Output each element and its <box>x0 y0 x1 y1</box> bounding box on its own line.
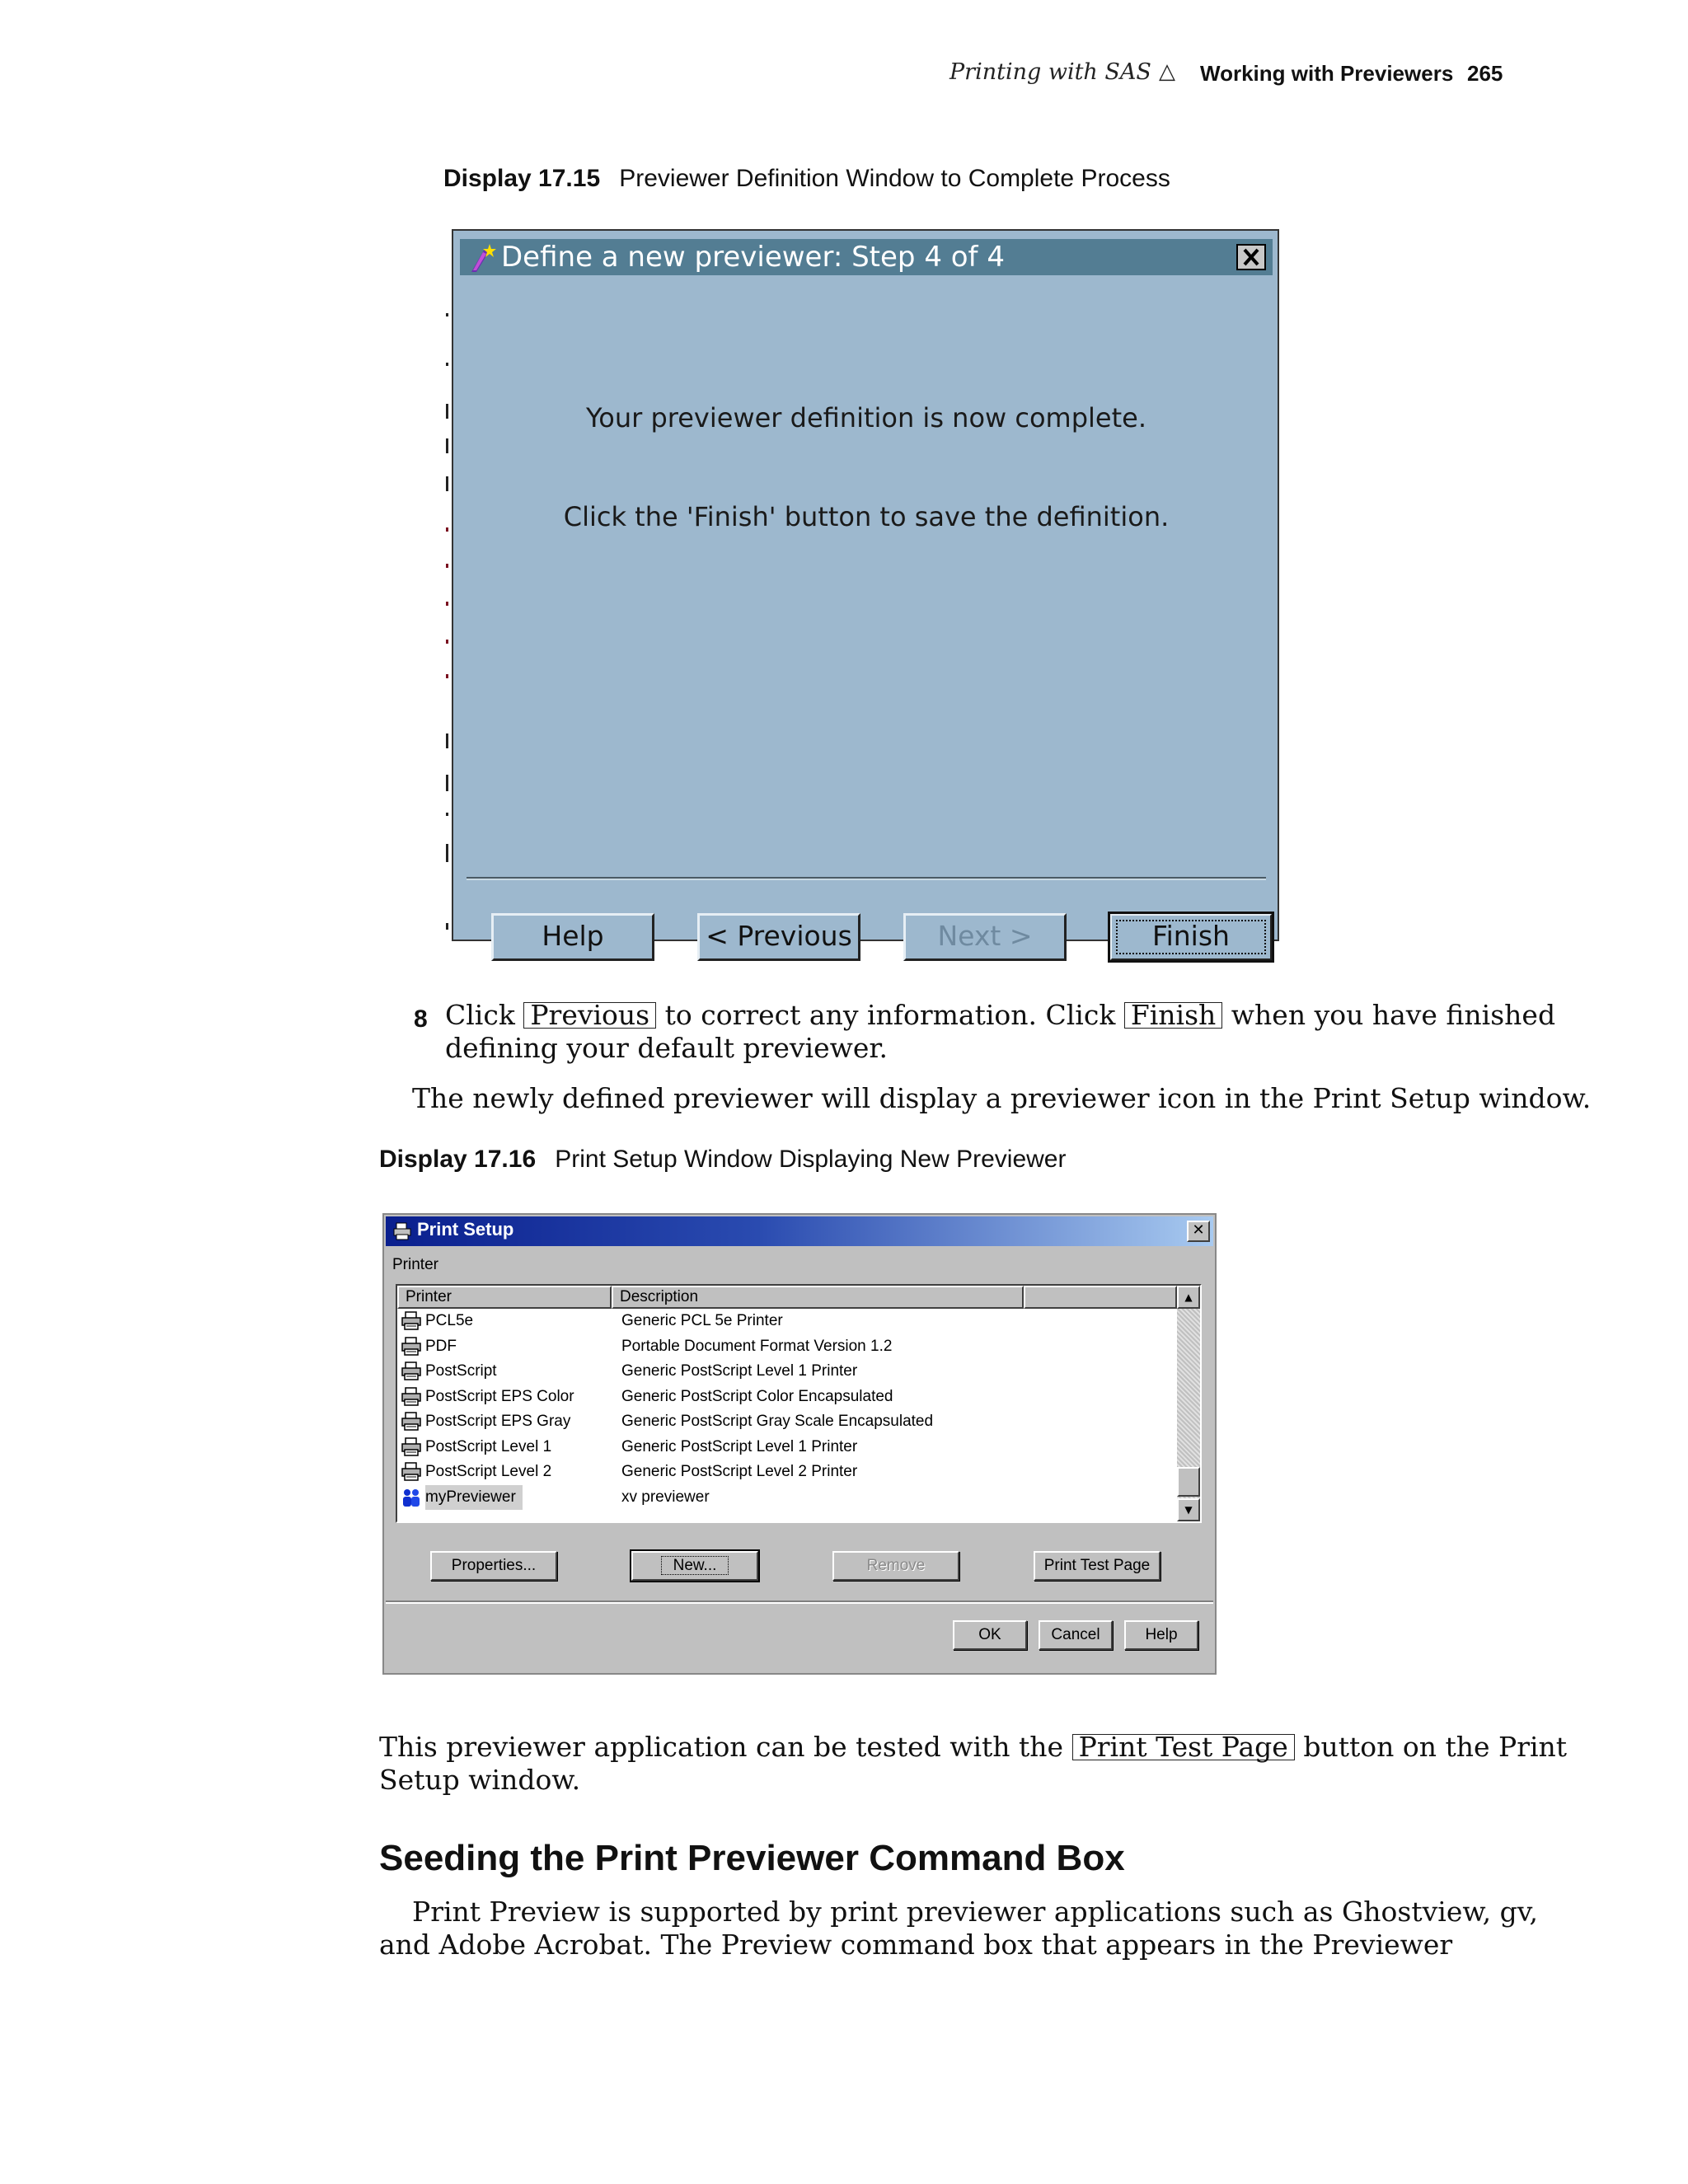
printer-row[interactable] <box>397 1309 1172 1333</box>
window-titlebar <box>386 1216 1213 1246</box>
help-button[interactable]: Help <box>1124 1620 1198 1650</box>
step-text: when you have finished <box>1231 999 1556 1031</box>
printer-description: Generic PostScript Level 1 Printer <box>621 1362 858 1380</box>
dialog-title: Define a new previewer: Step 4 of 4 <box>501 241 1005 274</box>
instruction-message: Click the 'Finish' button to save the definition. <box>563 501 1170 532</box>
printer-icon <box>401 1311 422 1331</box>
next-button[interactable]: Next > <box>903 913 1067 961</box>
printer-name: PostScript Level 2 <box>425 1463 552 1480</box>
window-separator <box>386 1601 1213 1604</box>
printer-description: Portable Document Format Version 1.2 <box>621 1337 893 1355</box>
printer-name: PostScript EPS Color <box>425 1387 574 1405</box>
display-label: Display 17.16 <box>379 1146 537 1173</box>
printer-name: PostScript EPS Gray <box>425 1413 571 1430</box>
printer-row[interactable] <box>397 1460 1172 1484</box>
dialog-titlebar <box>460 239 1273 275</box>
printer-list <box>396 1284 1202 1523</box>
printer-row[interactable] <box>397 1409 1172 1434</box>
define-previewer-dialog <box>452 229 1279 952</box>
printer-icon <box>401 1437 422 1457</box>
printer-icon <box>401 1361 422 1381</box>
display-caption-1 <box>443 165 1170 193</box>
step-number: 8 <box>414 1005 428 1033</box>
paragraph-seed-line-1: Print Preview is supported by print previewer applications such as Ghostview, gv, <box>412 1896 1539 1928</box>
section-heading: Seeding the Print Previewer Command Box <box>379 1838 1125 1878</box>
printer-name: PDF <box>425 1337 457 1355</box>
column-header-description[interactable]: Description <box>612 1286 1024 1309</box>
print-test-page-key-ref: Print Test Page <box>1072 1734 1295 1760</box>
printer-row[interactable] <box>397 1334 1172 1359</box>
dialog-separator <box>467 877 1266 880</box>
printer-icon <box>401 1387 422 1407</box>
cancel-button[interactable]: Cancel <box>1039 1620 1113 1650</box>
column-header-printer[interactable]: Printer <box>397 1286 612 1309</box>
step-8-line-2: defining your default previewer. <box>445 1032 889 1064</box>
printer-name: myPreviewer <box>425 1485 523 1510</box>
printer-name: PCL5e <box>425 1312 474 1329</box>
remove-button[interactable]: Remove <box>832 1551 959 1581</box>
paragraph-newly-defined: The newly defined previewer will display a previewer icon in the Print Setup window. <box>412 1082 1592 1114</box>
printer-row[interactable] <box>397 1485 1172 1510</box>
scroll-thumb[interactable] <box>1177 1467 1200 1497</box>
paragraph-test-line-2: Setup window. <box>379 1764 581 1796</box>
display-title: Previewer Definition Window to Complete Process <box>619 165 1170 192</box>
step-text: Click <box>445 999 515 1031</box>
page-number: 265 <box>1467 61 1503 86</box>
wizard-wand-icon <box>468 242 496 274</box>
scroll-down-button[interactable]: ▼ <box>1177 1498 1200 1521</box>
paragraph-text: This previewer application can be tested with the <box>379 1731 1064 1763</box>
print-setup-window <box>382 1213 1217 1675</box>
printer-description: Generic PCL 5e Printer <box>621 1312 783 1329</box>
step-text: to correct any information. Click <box>664 999 1116 1031</box>
printer-description: xv previewer <box>621 1488 710 1506</box>
printer-name: PostScript <box>425 1362 497 1380</box>
printer-name: PostScript Level 1 <box>425 1437 552 1455</box>
running-header-separator: △ <box>1159 59 1175 84</box>
previous-button[interactable]: < Previous <box>697 913 860 961</box>
finish-button[interactable] <box>1109 913 1273 961</box>
printer-description: Generic PostScript Level 2 Printer <box>621 1463 858 1480</box>
close-icon <box>1238 246 1264 269</box>
printer-icon <box>401 1412 422 1432</box>
finish-key-ref: Finish <box>1124 1002 1222 1029</box>
paragraph-test-line-1 <box>379 1731 1567 1764</box>
display-title: Print Setup Window Displaying New Previewer <box>555 1146 1067 1173</box>
print-test-page-button[interactable]: Print Test Page <box>1034 1551 1160 1581</box>
column-header-extra[interactable] <box>1024 1286 1177 1309</box>
scroll-up-button[interactable]: ▲ <box>1177 1286 1200 1309</box>
help-button[interactable]: Help <box>491 913 654 961</box>
finish-button-label: Finish <box>1152 920 1230 952</box>
previewer-icon <box>401 1488 422 1507</box>
running-header-chapter: Working with Previewers <box>1200 61 1454 86</box>
running-header-section: Printing with SAS <box>950 59 1151 85</box>
printer-row[interactable] <box>397 1359 1172 1384</box>
printer-description: Generic PostScript Color Encapsulated <box>621 1387 893 1405</box>
printer-row[interactable] <box>397 1385 1172 1409</box>
close-button[interactable]: ✕ <box>1187 1221 1210 1242</box>
dialog-body <box>460 275 1273 952</box>
paragraph-seed-line-2: and Adobe Acrobat. The Preview command box that appears in the Previewer <box>379 1929 1453 1961</box>
printer-icon <box>401 1462 422 1482</box>
new-button[interactable] <box>631 1551 758 1581</box>
new-button-label: New... <box>661 1556 729 1575</box>
printer-description: Generic PostScript Level 1 Printer <box>621 1437 858 1455</box>
completion-message: Your previewer definition is now complete. <box>585 402 1146 434</box>
printer-row[interactable] <box>397 1435 1172 1460</box>
vertical-scrollbar[interactable] <box>1177 1286 1200 1521</box>
step-8-line-1 <box>445 999 1555 1032</box>
printer-icon <box>401 1337 422 1357</box>
display-caption-2 <box>379 1146 1066 1174</box>
properties-button[interactable]: Properties... <box>430 1551 557 1581</box>
window-title: Print Setup <box>417 1219 514 1240</box>
printer-group-label: Printer <box>392 1256 438 1273</box>
previous-key-ref: Previous <box>523 1002 656 1029</box>
display-label: Display 17.15 <box>443 165 601 192</box>
printer-icon <box>392 1221 412 1241</box>
ok-button[interactable]: OK <box>953 1620 1027 1650</box>
printer-description: Generic PostScript Gray Scale Encapsulated <box>621 1413 934 1430</box>
close-button[interactable] <box>1236 244 1266 270</box>
paragraph-text: button on the Print <box>1303 1731 1568 1763</box>
